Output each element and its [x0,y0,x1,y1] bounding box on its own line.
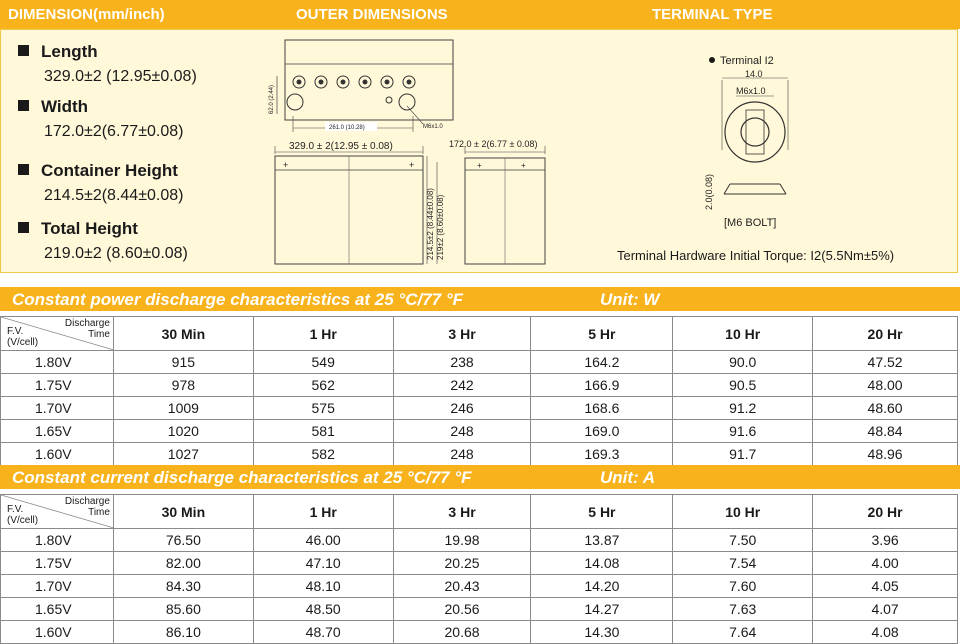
column-header: 1 Hr [253,495,393,529]
corner-cell [1,317,114,351]
value-cell: 581 [253,420,393,443]
value-cell: 7.64 [673,621,813,644]
voltage-cell: 1.80V [1,529,114,552]
value-cell: 14.08 [531,552,673,575]
column-header: 10 Hr [673,317,813,351]
dimension-label: DIMENSION(mm/inch) [8,6,165,23]
value-cell: 4.05 [813,575,958,598]
value-cell: 91.7 [673,443,813,466]
corner-discharge: Discharge [64,496,110,507]
voltage-cell: 1.60V [1,443,114,466]
spec-total-height-label: Total Height [18,219,162,239]
battery-outline-drawing [255,34,585,269]
value-cell: 91.2 [673,397,813,420]
side-width-dim: 172.0 ± 2(6.77 ± 0.08) [449,139,538,149]
terminal-height-dim: 2.0(0.08) [704,173,714,210]
value-cell: 238 [393,351,531,374]
voltage-cell: 1.65V [1,598,114,621]
value-cell: 1020 [113,420,253,443]
dimension-header-bar [0,0,960,29]
voltage-cell: 1.65V [1,420,114,443]
current-table-title: Constant current discharge characteristics at 25 °C/77 °F [12,468,472,487]
spec-width-label: Width [18,97,157,117]
power-table-title: Constant power discharge characteristics at 25 °C/77 °F [12,290,464,309]
value-cell: 46.00 [253,529,393,552]
value-cell: 169.0 [531,420,673,443]
voltage-cell: 1.80V [1,351,114,374]
power-table-band [0,287,960,311]
power-table-unit: Unit: W [600,290,660,309]
value-cell: 4.08 [813,621,958,644]
value-cell: 20.56 [393,598,531,621]
value-cell: 168.6 [531,397,673,420]
value-cell: 246 [393,397,531,420]
corner-time: Time [88,329,110,340]
spec-total-height [18,219,188,262]
value-cell: 242 [393,374,531,397]
value-cell: 48.00 [813,374,958,397]
value-cell: 48.10 [253,575,393,598]
voltage-cell: 1.75V [1,552,114,575]
value-cell: 91.6 [673,420,813,443]
value-cell: 169.3 [531,443,673,466]
spec-container-height-value: 214.5±2(8.44±0.08) [44,187,184,204]
column-header: 10 Hr [673,495,813,529]
value-cell: 549 [253,351,393,374]
value-cell: 19.98 [393,529,531,552]
value-cell: 4.07 [813,598,958,621]
value-cell: 1009 [113,397,253,420]
column-header: 3 Hr [393,317,531,351]
value-cell: 47.10 [253,552,393,575]
spec-width-value: 172.0±2(6.77±0.08) [44,123,184,140]
value-cell: 582 [253,443,393,466]
value-cell: 82.00 [113,552,253,575]
svg-text:+: + [283,160,289,170]
svg-text:+: + [477,161,482,170]
value-cell: 7.54 [673,552,813,575]
table-header-row [1,495,958,529]
power-table [0,316,958,466]
current-table [0,494,958,644]
corner-discharge: Discharge [64,318,110,329]
column-header: 3 Hr [393,495,531,529]
column-header: 20 Hr [813,317,958,351]
value-cell: 4.00 [813,552,958,575]
column-header: 30 Min [113,495,253,529]
power-table-body [1,351,958,466]
corner-cell [1,495,114,529]
value-cell: 20.68 [393,621,531,644]
corner-fv: F.V. [7,504,24,515]
table-header-row [1,317,958,351]
spec-container-height-label: Container Height [18,161,178,181]
value-cell: 166.9 [531,374,673,397]
value-cell: 248 [393,443,531,466]
value-cell: 20.43 [393,575,531,598]
spec-width [18,97,184,140]
torque-note: Terminal Hardware Initial Torque: I2(5.5Nm±5%) [617,248,895,263]
value-cell: 575 [253,397,393,420]
top-width-dim: 261.0 (10.28) [329,125,365,131]
current-table-band [0,465,960,489]
value-cell: 7.50 [673,529,813,552]
column-header: 20 Hr [813,495,958,529]
table-row [1,529,958,552]
svg-text:+: + [409,160,415,170]
voltage-cell: 1.70V [1,575,114,598]
value-cell: 978 [113,374,253,397]
top-height-dim: 62.0 (2.44) [269,84,275,114]
value-cell: 85.60 [113,598,253,621]
spec-container-height [18,161,184,204]
svg-text:+: + [521,161,526,170]
value-cell: 90.0 [673,351,813,374]
voltage-cell: 1.70V [1,397,114,420]
terminal-bolt: [M6 BOLT] [724,217,777,229]
value-cell: 248 [393,420,531,443]
outer-dimensions-label: OUTER DIMENSIONS [296,6,448,23]
value-cell: 48.96 [813,443,958,466]
value-cell: 48.60 [813,397,958,420]
current-table-unit: Unit: A [600,468,656,487]
value-cell: 48.50 [253,598,393,621]
table-row [1,420,958,443]
voltage-cell: 1.60V [1,621,114,644]
value-cell: 164.2 [531,351,673,374]
current-table-body [1,529,958,644]
spec-total-height-value: 219.0±2 (8.60±0.08) [44,245,188,262]
table-row [1,397,958,420]
value-cell: 48.84 [813,420,958,443]
table-row [1,443,958,466]
corner-fv: F.V. [7,326,24,337]
spec-length [18,42,197,85]
column-header: 30 Min [113,317,253,351]
front-length-dim: 329.0 ± 2(12.95 ± 0.08) [289,141,393,152]
value-cell: 86.10 [113,621,253,644]
terminal-width-dim: 14.0 [745,69,763,79]
value-cell: 84.30 [113,575,253,598]
spec-length-value: 329.0±2 (12.95±0.08) [44,68,197,85]
terminal-name: Terminal I2 [720,55,774,67]
column-header: 5 Hr [531,495,673,529]
value-cell: 562 [253,374,393,397]
value-cell: 7.63 [673,598,813,621]
value-cell: 48.70 [253,621,393,644]
value-cell: 14.20 [531,575,673,598]
table-row [1,621,958,644]
value-cell: 915 [113,351,253,374]
corner-time: Time [88,507,110,518]
value-cell: 1027 [113,443,253,466]
table-row [1,598,958,621]
total-height-dim: 219±2 (8.60±0.08) [436,194,445,260]
value-cell: 76.50 [113,529,253,552]
table-row [1,351,958,374]
table-row [1,552,958,575]
corner-vcell: (V/cell) [7,515,39,526]
terminal-drawing [690,50,810,235]
value-cell: 90.5 [673,374,813,397]
value-cell: 47.52 [813,351,958,374]
terminal-thread: M6x1.0 [736,86,766,96]
value-cell: 3.96 [813,529,958,552]
spec-length-label: Length [18,42,171,62]
table-row [1,575,958,598]
container-height-dim: 214.5±2 (8.44±0.08) [426,188,435,260]
terminal-type-label: TERMINAL TYPE [652,6,773,23]
bolt-tag: M6x1.0 [423,124,443,130]
voltage-cell: 1.75V [1,374,114,397]
value-cell: 20.25 [393,552,531,575]
value-cell: 13.87 [531,529,673,552]
column-header: 1 Hr [253,317,393,351]
value-cell: 7.60 [673,575,813,598]
value-cell: 14.30 [531,621,673,644]
value-cell: 14.27 [531,598,673,621]
table-row [1,374,958,397]
corner-vcell: (V/cell) [7,337,39,348]
column-header: 5 Hr [531,317,673,351]
